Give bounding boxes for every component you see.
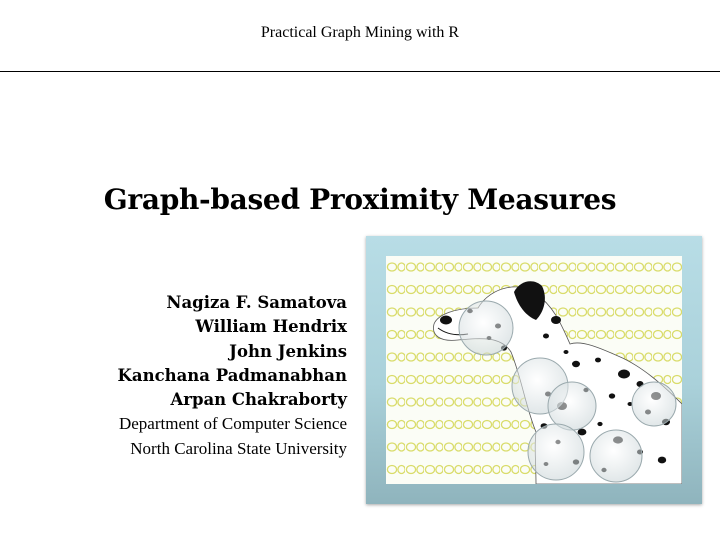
author-name: William Hendrix — [195, 317, 347, 337]
running-header: Practical Graph Mining with R — [260, 24, 460, 41]
header-divider — [0, 71, 720, 72]
department: Department of Computer Science — [118, 414, 347, 434]
author-name: Nagiza F. Samatova — [166, 293, 347, 312]
author-name: Arpan Chakraborty — [170, 390, 347, 410]
dalmatian-icon — [386, 256, 682, 484]
university: North Carolina State University — [130, 438, 347, 458]
author-name: John Jenkins — [229, 341, 347, 361]
slide-title: Graph-based Proximity Measures — [103, 183, 617, 216]
author-block — [118, 291, 347, 461]
dalmatian-illustration — [366, 236, 702, 504]
author-name: Kanchana Padmanabhan — [117, 365, 347, 385]
